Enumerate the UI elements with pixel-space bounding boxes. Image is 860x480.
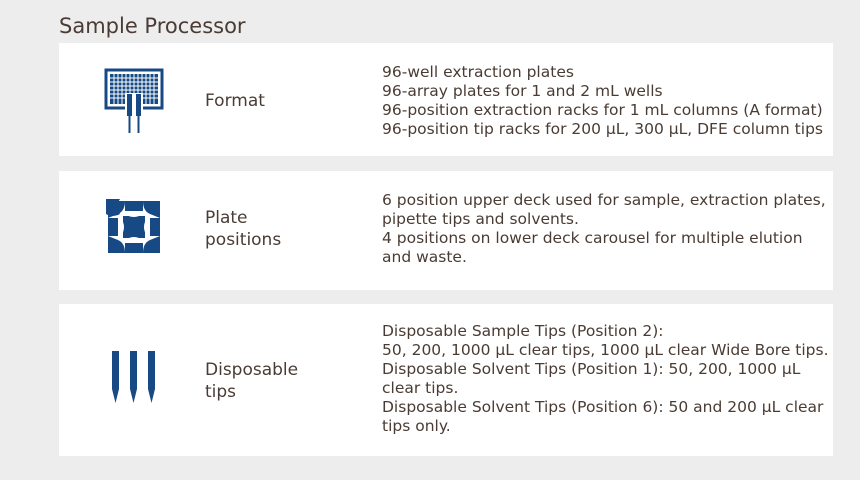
- feature-card-format: [59, 43, 833, 156]
- card-description: Disposable Sample Tips (Position 2): 50, 200, 1000 µL clear tips, 1000 µL clear Wide Bore tips. Disposable Solvent Tips (Position 1): 50, 200, 1000 µL clear tips. Disposable Solvent Tips (Position 6): 50 and 200 µL clear tips only.: [382, 322, 829, 435]
- card-description: 96-well extraction plates 96-array plates for 1 and 2 mL wells 96-position extraction racks for 1 mL columns (A format) 96-position tip racks for 200 µL, 300 µL, DFE column tips: [382, 63, 823, 138]
- extraction-plate-icon: [99, 67, 169, 135]
- card-label: Disposable tips: [205, 360, 299, 402]
- feature-card-disposable-tips: [59, 304, 833, 456]
- plate-positions-icon: [99, 197, 169, 257]
- feature-card-plate-positions: [59, 171, 833, 290]
- page-title: Sample Processor: [59, 14, 246, 38]
- card-description: 6 position upper deck used for sample, extraction plates, pipette tips and solvents. 4 positions on lower deck carousel for multiple elution and waste.: [382, 191, 826, 266]
- card-label: Format: [205, 91, 265, 111]
- disposable-tips-icon: [99, 349, 169, 405]
- card-label: Plate positions: [205, 208, 282, 250]
